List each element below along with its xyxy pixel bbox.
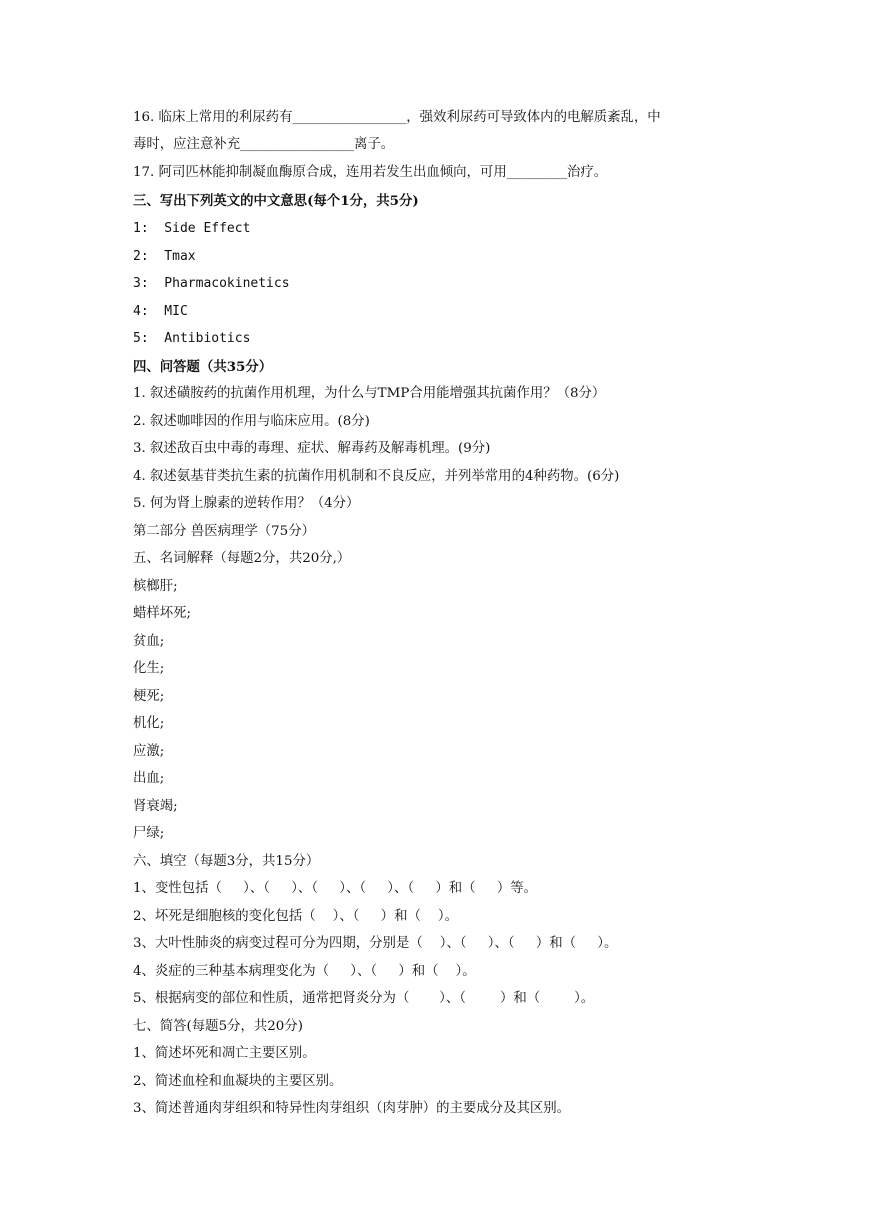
fill-blank-5: 5、根据病变的部位和性质，通常把肾炎分为（ ）、（ ）和（ ）。 (133, 991, 595, 1006)
definition-term-5: 梗死; (133, 689, 165, 704)
fill-blank-3: 3、大叶性肺炎的病变过程可分为四期，分别是（ ）、（ ）、（ ）和（ ）。 (133, 936, 618, 951)
term-2: 2: Tmax (133, 249, 196, 264)
section-3-title: 三、写出下列英文的中文意思(每个1分，共5分) (133, 193, 419, 209)
definition-term-7: 应激; (133, 744, 165, 759)
term-3: 3: Pharmacokinetics (133, 276, 290, 291)
fill-blank-1: 1、变性包括（ ）、（ ）、（ ）、（ ）、（ ）和（ ）等。 (133, 881, 537, 896)
term-1: 1: Side Effect (133, 221, 251, 236)
question-17: 17. 阿司匹林能抑制凝血酶原合成，连用若发生出血倾向，可用_________治疗。 (133, 165, 608, 180)
question-16-line-2: 毒时，应注意补充_________________离子。 (133, 137, 395, 152)
definition-term-4: 化生; (133, 661, 165, 676)
question-4-3: 3. 叙述敌百虫中毒的毒理、症状、解毒药及解毒机理。(9分) (133, 441, 491, 456)
definition-term-3: 贫血; (133, 634, 165, 649)
section-7-title: 七、简答(每题5分，共20分) (133, 1019, 303, 1034)
short-answer-1: 1、简述坏死和凋亡主要区别。 (133, 1046, 316, 1061)
definition-term-2: 蜡样坏死; (133, 606, 192, 621)
fill-blank-2: 2、坏死是细胞核的变化包括（ ）、（ ）和（ ）。 (133, 909, 458, 924)
definition-term-9: 肾衰竭; (133, 799, 178, 814)
term-5: 5: Antibiotics (133, 331, 251, 346)
fill-blank-4: 4、炎症的三种基本病理变化为（ ）、（ ）和（ ）。 (133, 964, 476, 979)
short-answer-2: 2、简述血栓和血凝块的主要区别。 (133, 1074, 343, 1089)
question-16-line-1: 16. 临床上常用的利尿药有_________________，强效利尿药可导致体内的电解质紊乱，中 (133, 110, 661, 125)
definition-term-10: 尸绿; (133, 826, 165, 841)
section-4-title: 四、问答题（共35分） (133, 359, 273, 375)
question-4-5: 5. 何为肾上腺素的逆转作用？（4分） (133, 496, 360, 511)
part-2-title: 第二部分 兽医病理学（75分） (133, 524, 315, 539)
question-4-4: 4. 叙述氨基苷类抗生素的抗菌作用机制和不良反应，并列举常用的4种药物。(6分) (133, 469, 620, 484)
term-4: 4: MIC (133, 304, 188, 319)
question-4-1: 1. 叙述磺胺药的抗菌作用机理，为什么与TMP合用能增强其抗菌作用？（8分） (133, 386, 606, 401)
definition-term-8: 出血; (133, 771, 165, 786)
section-6-title: 六、填空（每题3分，共15分） (133, 854, 320, 869)
section-5-title: 五、名词解释（每题2分，共20分,） (133, 551, 351, 566)
short-answer-3: 3、简述普通肉芽组织和特异性肉芽组织（肉芽肿）的主要成分及其区别。 (133, 1101, 571, 1116)
definition-term-1: 槟榔肝; (133, 579, 178, 594)
definition-term-6: 机化; (133, 716, 165, 731)
question-4-2: 2. 叙述咖啡因的作用与临床应用。(8分) (133, 414, 370, 429)
